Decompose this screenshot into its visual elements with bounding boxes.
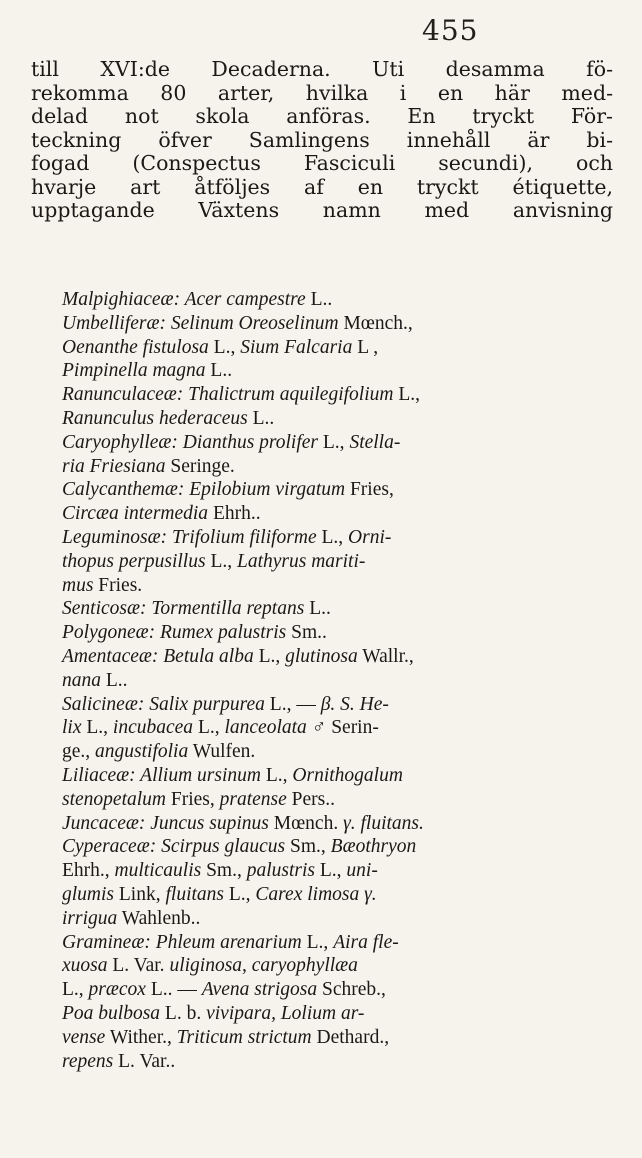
species-line-continuation bbox=[62, 669, 612, 693]
italic-text: Triticum strictum bbox=[176, 1026, 312, 1048]
italic-text: præcox bbox=[88, 979, 146, 1001]
italic-text: Avena strigosa bbox=[201, 979, 318, 1001]
roman-text: Mœnch. bbox=[268, 812, 344, 834]
roman-text: Sm.. bbox=[286, 622, 327, 644]
intro-line: till XVI:de Decaderna. Uti desamma fö- bbox=[31, 57, 613, 81]
roman-text: L., bbox=[301, 931, 334, 953]
species-line-continuation bbox=[62, 359, 612, 383]
italic-text: Senticosæ: Tormentilla reptans bbox=[62, 598, 305, 620]
roman-text: L.. bbox=[101, 669, 128, 691]
italic-text: uni- bbox=[346, 860, 378, 882]
species-line-continuation bbox=[62, 788, 612, 812]
species-line-continuation bbox=[62, 336, 612, 360]
species-line bbox=[62, 526, 612, 550]
intro-line: rekomma 80 arter, hvilka i en här med- bbox=[31, 80, 613, 105]
italic-text: Liliaceæ: Allium ursinum bbox=[62, 764, 261, 786]
species-line-continuation bbox=[62, 407, 612, 431]
intro-line: delad not skola anföras. En tryckt För- bbox=[31, 104, 613, 128]
species-line-continuation bbox=[62, 883, 612, 907]
roman-text: L.. bbox=[305, 289, 333, 310]
species-line bbox=[62, 312, 612, 336]
italic-text: pratense bbox=[219, 788, 287, 810]
page-number: 455 bbox=[422, 14, 479, 47]
roman-text: Schreb., bbox=[317, 979, 386, 1001]
intro-line: hvarje art åtföljes af en tryckt étiquette, bbox=[31, 174, 613, 199]
italic-text: uliginosa, caryophyllæa bbox=[169, 955, 358, 977]
species-line-continuation bbox=[62, 954, 612, 978]
roman-text: L. Var.. bbox=[113, 1050, 176, 1072]
italic-text: Carex limosa γ. bbox=[255, 883, 377, 905]
roman-text: Wither., bbox=[105, 1026, 177, 1048]
species-line bbox=[62, 931, 612, 955]
italic-text: Lathyrus mariti- bbox=[236, 550, 366, 572]
roman-text: L.. bbox=[304, 598, 331, 620]
roman-text: L., bbox=[205, 550, 237, 572]
italic-text: Gramineæ: Phleum arenarium bbox=[62, 931, 302, 953]
italic-text: vense bbox=[62, 1026, 106, 1048]
italic-text: irrigua bbox=[62, 907, 118, 929]
italic-text: thopus perpusillus bbox=[62, 550, 206, 572]
species-line-continuation bbox=[62, 574, 612, 598]
species-line bbox=[62, 597, 612, 621]
species-line bbox=[62, 645, 612, 669]
italic-text: Stella- bbox=[349, 431, 401, 453]
species-line-continuation bbox=[62, 740, 612, 764]
italic-text: Bæothryon bbox=[330, 836, 417, 858]
italic-text: Oenanthe fistulosa bbox=[62, 336, 209, 358]
italic-text: β. S. He- bbox=[320, 693, 389, 715]
italic-text: Umbelliferæ: Selinum Oreoselinum bbox=[62, 312, 339, 334]
species-line-continuation bbox=[62, 502, 612, 526]
italic-text: Leguminosæ: Trifolium filiforme bbox=[62, 526, 317, 548]
italic-text: glutinosa bbox=[285, 645, 358, 667]
italic-text: lanceolata bbox=[224, 717, 307, 739]
italic-text: Pimpinella magna bbox=[62, 360, 206, 382]
italic-text: lix bbox=[62, 717, 82, 739]
roman-text: Dethard., bbox=[311, 1026, 390, 1048]
species-line bbox=[62, 812, 612, 836]
italic-text: angustifolia bbox=[95, 741, 189, 763]
italic-text: γ. fluitans. bbox=[343, 812, 424, 834]
italic-text: repens bbox=[62, 1050, 114, 1072]
italic-text: Ranunculaceæ: Thalictrum aquilegifolium bbox=[62, 384, 394, 406]
intro-line: fogad (Conspectus Fasciculi secundi), och bbox=[31, 151, 613, 175]
roman-text: L., bbox=[208, 336, 241, 358]
roman-text: Fries, bbox=[165, 788, 220, 810]
italic-text: Ranunculus hederaceus bbox=[62, 407, 248, 429]
roman-text: Seringe. bbox=[165, 455, 235, 477]
italic-text: Ornithogalum bbox=[292, 764, 403, 786]
italic-text: mus bbox=[62, 574, 94, 596]
roman-text: Wallr., bbox=[357, 645, 414, 667]
italic-text: xuosa bbox=[62, 955, 108, 977]
roman-text: L.. bbox=[247, 407, 275, 429]
roman-text: L., bbox=[193, 717, 225, 739]
italic-text: Orni- bbox=[348, 526, 392, 548]
italic-text: Salicineæ: Salix purpurea bbox=[62, 693, 265, 715]
roman-text: L., bbox=[318, 431, 350, 453]
italic-text: Circæa intermedia bbox=[62, 503, 209, 525]
roman-text: Fries. bbox=[93, 574, 143, 596]
roman-text: Sm., bbox=[285, 836, 331, 858]
species-line-continuation bbox=[62, 1050, 612, 1074]
roman-text: ♂ Serin- bbox=[306, 717, 379, 739]
italic-text: ria Friesiana bbox=[62, 455, 166, 477]
species-line bbox=[62, 383, 612, 407]
roman-text: L., bbox=[224, 883, 256, 905]
species-line bbox=[62, 693, 612, 717]
species-line-continuation bbox=[62, 907, 612, 931]
species-line bbox=[62, 835, 612, 859]
roman-text: L., bbox=[316, 526, 349, 548]
species-list bbox=[62, 288, 612, 1073]
roman-text: Wahlenb.. bbox=[117, 907, 201, 929]
roman-text: Pers.. bbox=[286, 788, 335, 810]
italic-text: fluitans bbox=[165, 883, 224, 905]
roman-text: Link, bbox=[114, 883, 166, 905]
roman-text: L., bbox=[62, 979, 89, 1001]
italic-text: Calycanthemæ: Epilobium virgatum bbox=[62, 479, 346, 501]
italic-text: Aira fle- bbox=[333, 931, 399, 953]
species-line-continuation bbox=[62, 550, 612, 574]
roman-text: L.. — bbox=[145, 979, 202, 1001]
species-line bbox=[62, 621, 612, 645]
species-line bbox=[62, 764, 612, 788]
roman-text: L. Var. bbox=[107, 955, 170, 977]
species-line-continuation bbox=[62, 716, 612, 740]
roman-text: Ehrh., bbox=[62, 860, 115, 882]
intro-line: teckning öfver Samlingens innehåll är bi- bbox=[31, 127, 613, 152]
italic-text: multicaulis bbox=[114, 860, 202, 882]
intro-line: upptagande Växtens namn med anvisning bbox=[31, 198, 613, 222]
roman-text: L., bbox=[315, 860, 347, 882]
species-line bbox=[62, 478, 612, 502]
italic-text: glumis bbox=[62, 883, 115, 905]
roman-text: L., bbox=[260, 764, 293, 786]
roman-text: Fries, bbox=[345, 479, 394, 501]
intro-paragraph bbox=[31, 58, 613, 223]
italic-text: Cyperaceæ: Scirpus glaucus bbox=[62, 836, 286, 858]
roman-text: Sm., bbox=[201, 860, 247, 882]
species-line-continuation bbox=[62, 1002, 612, 1026]
roman-text: L., bbox=[253, 645, 286, 667]
roman-text: Ehrh.. bbox=[208, 503, 261, 525]
roman-text: L., — bbox=[264, 693, 321, 715]
roman-text: Wulfen. bbox=[188, 741, 256, 763]
italic-text: stenopetalum bbox=[62, 788, 166, 810]
italic-text: Polygoneæ: Rumex palustris bbox=[62, 622, 287, 644]
species-line-continuation bbox=[62, 1026, 612, 1050]
species-line-continuation bbox=[62, 455, 612, 479]
italic-text: nana bbox=[62, 669, 101, 691]
roman-text: L., bbox=[393, 384, 421, 406]
italic-text: vivipara, Lolium ar- bbox=[206, 1002, 365, 1024]
roman-text: L.. bbox=[205, 360, 233, 382]
italic-text: Malpighiaceæ: Acer campestre bbox=[62, 289, 306, 310]
italic-text: palustris bbox=[246, 860, 315, 882]
species-line bbox=[62, 431, 612, 455]
roman-text: ge., bbox=[62, 741, 96, 763]
italic-text: Sium Falcaria bbox=[240, 336, 353, 358]
species-line bbox=[62, 288, 612, 312]
italic-text: Juncaceæ: Juncus supinus bbox=[62, 812, 269, 834]
italic-text: Poa bulbosa bbox=[62, 1002, 161, 1024]
italic-text: Amentaceæ: Betula alba bbox=[62, 645, 254, 667]
roman-text: Mœnch., bbox=[338, 312, 413, 334]
roman-text: L. b. bbox=[160, 1002, 207, 1024]
italic-text: incubacea bbox=[112, 717, 194, 739]
species-line-continuation bbox=[62, 978, 612, 1002]
italic-text: Caryophylleæ: Dianthus prolifer bbox=[62, 431, 319, 453]
roman-text: L , bbox=[352, 336, 379, 358]
species-line-continuation bbox=[62, 859, 612, 883]
roman-text: L., bbox=[81, 717, 113, 739]
